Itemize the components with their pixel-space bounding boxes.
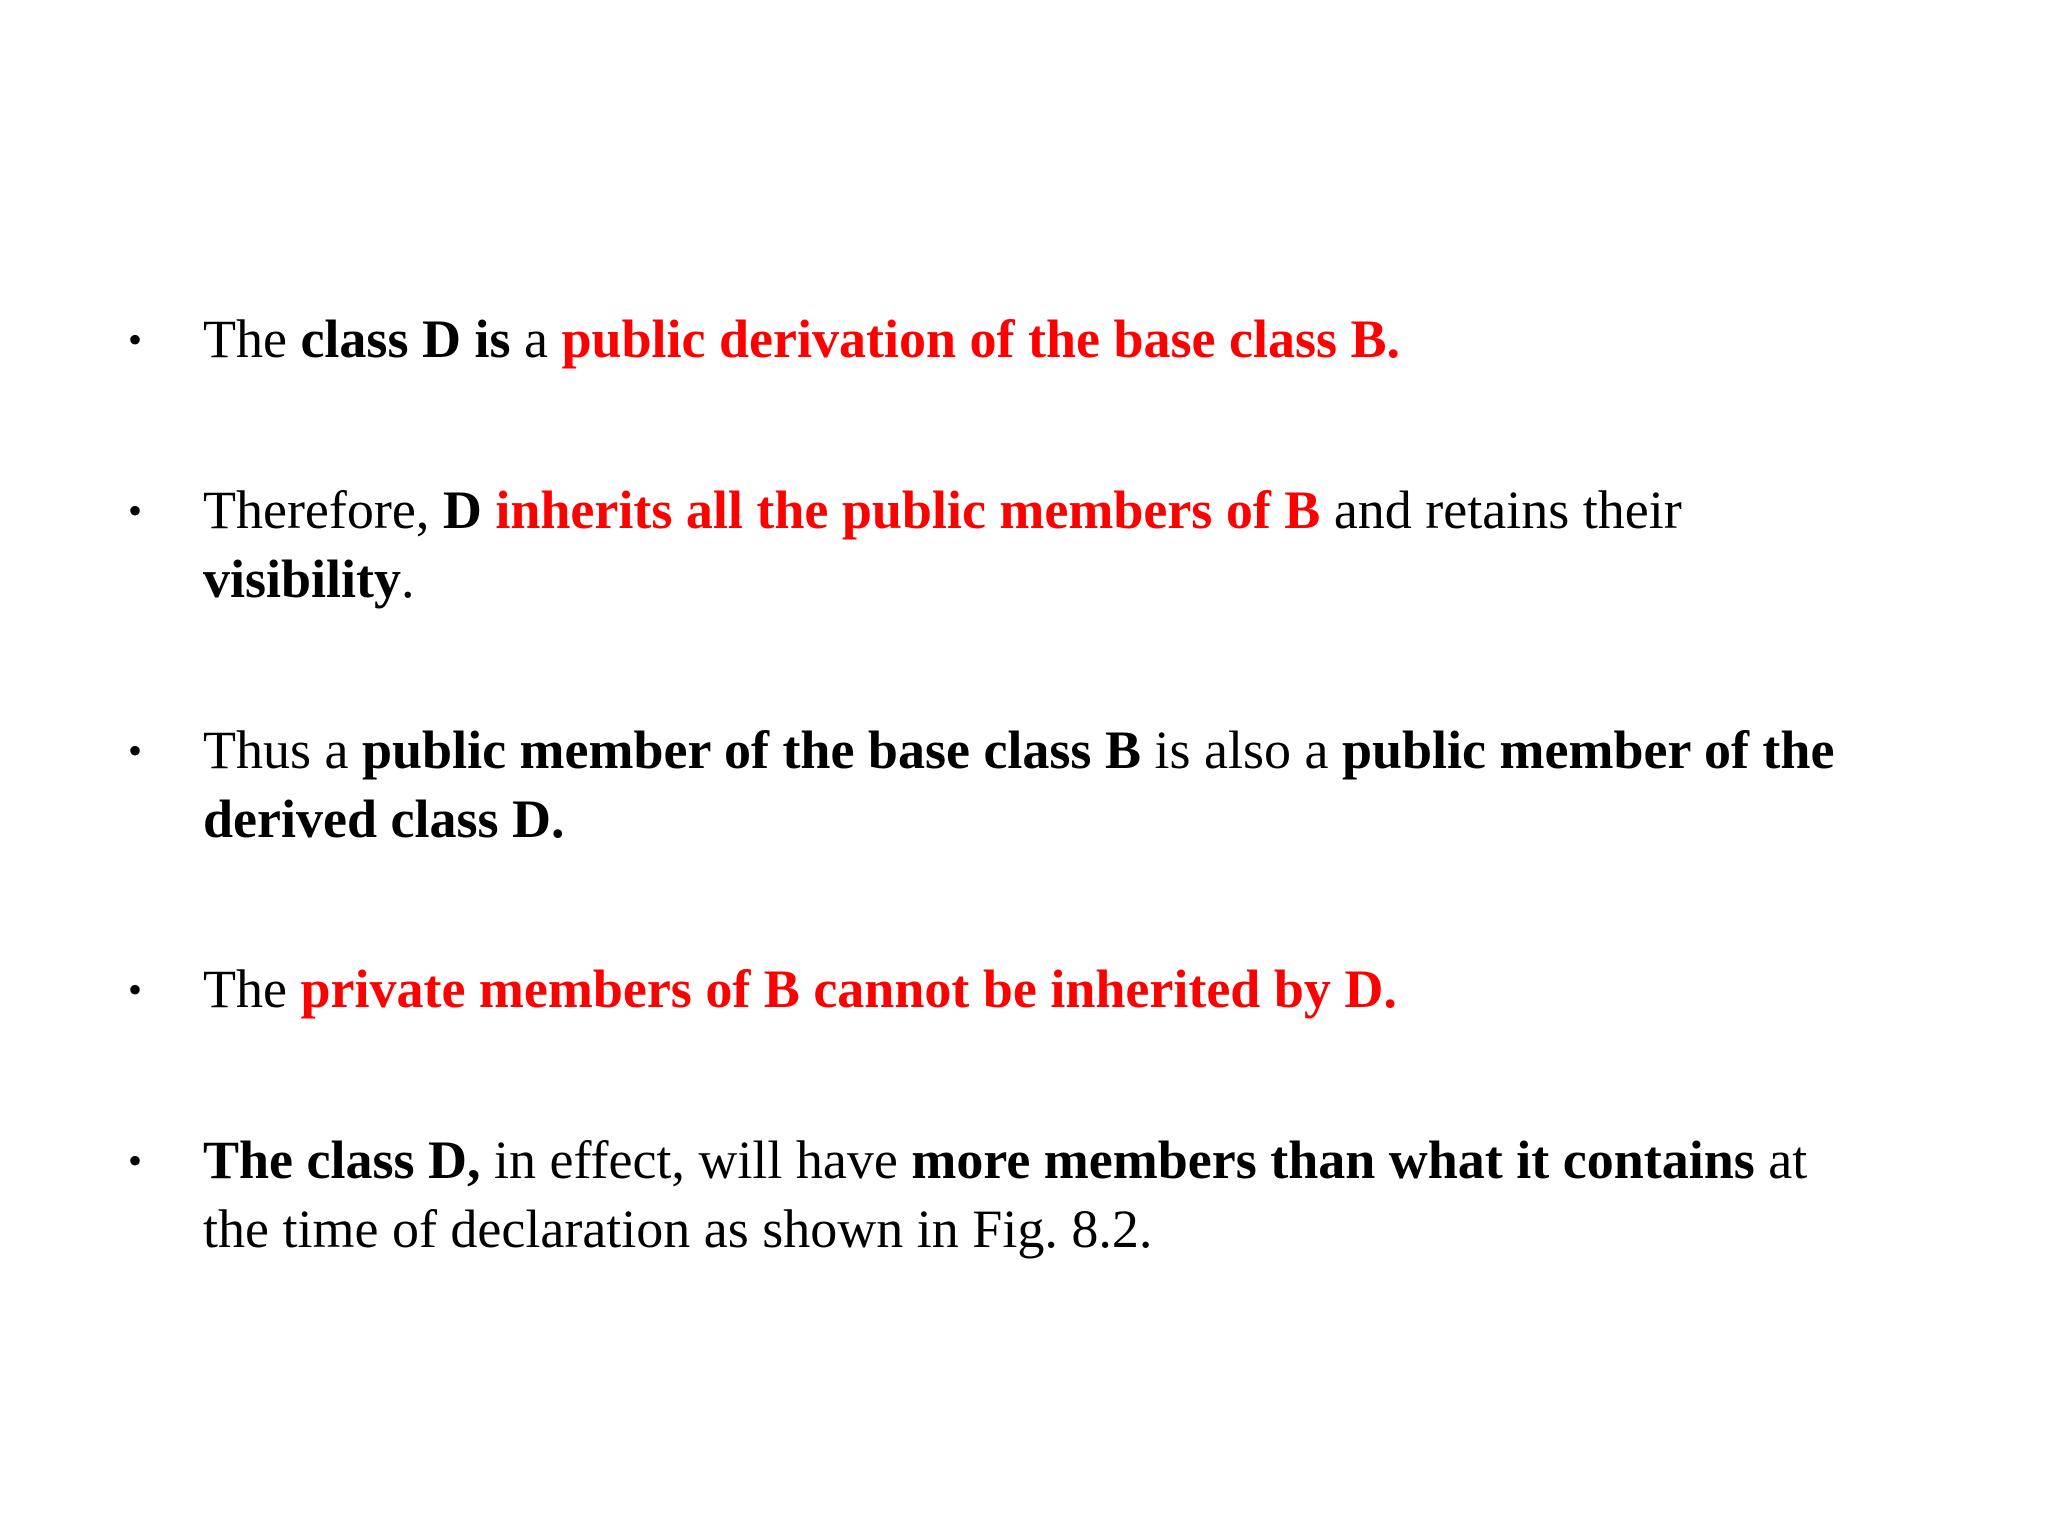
- text-segment-highlight: private members of B cannot be inherited by D.: [300, 959, 1397, 1019]
- text-segment: at the time of declaration as shown in Fig. 8.2.: [203, 1130, 1808, 1259]
- bullet-text: [203, 1126, 1883, 1264]
- text-segment: The: [203, 309, 301, 369]
- bullet-text: [203, 476, 1883, 614]
- text-segment-bold: visibility: [203, 549, 402, 609]
- text-segment-bold: The class D,: [203, 1130, 481, 1190]
- text-segment-bold: public member of the base class B: [361, 720, 1141, 780]
- text-segment: The: [203, 959, 301, 1019]
- text-segment: in effect, will have: [480, 1130, 912, 1190]
- bullet-dot-icon: •: [127, 728, 142, 773]
- text-segment: Therefore,: [203, 480, 443, 540]
- text-segment-highlight: inherits all the public members of B: [495, 480, 1321, 540]
- text-segment: Thus a: [203, 720, 362, 780]
- bullet-text: [203, 955, 1883, 1024]
- text-segment-bold: D: [442, 480, 496, 540]
- text-segment-bold: more members than what it contains: [911, 1130, 1755, 1190]
- text-segment-highlight: public derivation of the base class B.: [561, 309, 1400, 369]
- bullet-text: [203, 305, 1883, 374]
- text-segment: is also a: [1140, 720, 1342, 780]
- bullet-dot-icon: •: [127, 967, 142, 1012]
- bullet-dot-icon: •: [127, 1138, 142, 1183]
- bullet-text: [203, 716, 1883, 854]
- text-segment: and retains their: [1320, 480, 1682, 540]
- bullet-dot-icon: •: [127, 488, 142, 533]
- text-segment-bold: public member of the derived class D.: [203, 720, 1835, 849]
- bullet-dot-icon: •: [127, 317, 142, 362]
- text-segment: .: [401, 549, 415, 609]
- text-segment-bold: class D is: [300, 309, 511, 369]
- text-segment: a: [510, 309, 562, 369]
